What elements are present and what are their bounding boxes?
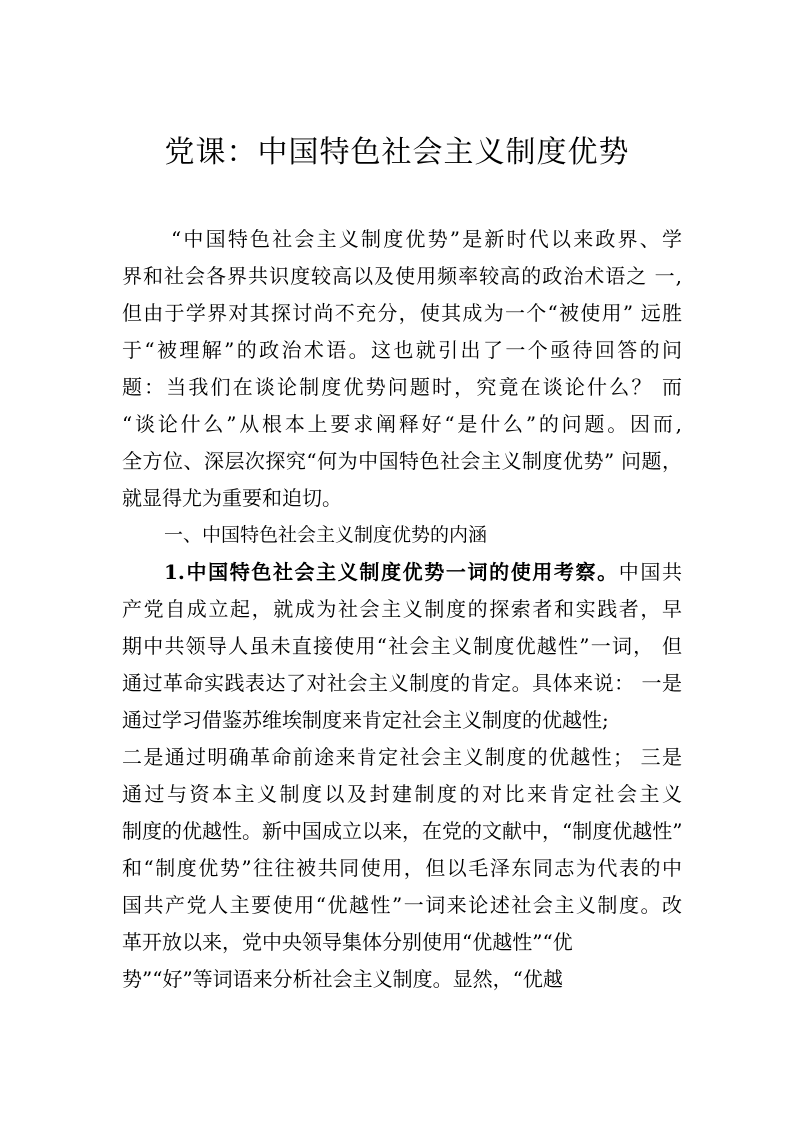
paragraph-line: 势”“好”等词语来分析社会主义制度。显然，“优越: [122, 967, 563, 991]
intro-line: 界和社会各界共识度较高以及使用频率较高的政治术语之 一,: [122, 264, 682, 288]
paragraph-line: 国共产党人主要使用“优越性”一词来论述社会主义制度。改: [122, 893, 682, 917]
document-title: 党课：中国特色社会主义制度优势: [164, 135, 630, 170]
paragraph-line: 通过学习借鉴苏维埃制度来肯定社会主义制度的优越性;: [122, 708, 609, 732]
intro-line: 题：当我们在谈论制度优势问题时，究竟在谈论什么？ 而: [122, 375, 682, 399]
paragraph-lead-rest: 中国共: [618, 560, 682, 584]
intro-line: “谈论什么”从根本上要求阐释好“是什么”的问题。因而,: [122, 412, 682, 436]
paragraph-lead-bold: 1.中国特色社会主义制度优势一词的使用考察。: [164, 560, 619, 584]
section-heading: 一、中国特色社会主义制度优势的内涵: [164, 524, 488, 546]
paragraph-lead-line: [164, 559, 682, 585]
paragraph-line: 通过与资本主义制度以及封建制度的对比来肯定社会主义: [122, 782, 682, 806]
paragraph-line: 产党自成立起，就成为社会主义制度的探索者和实践者，早: [122, 597, 682, 621]
paragraph-line: 制度的优越性。新中国成立以来，在党的文献中，“制度优越性”: [122, 819, 683, 843]
paragraph-line: 通过革命实践表达了对社会主义制度的肯定。具体来说： 一是: [122, 671, 682, 695]
paragraph-line: 期中共领导人虽未直接使用“社会主义制度优越性”一词， 但: [122, 634, 682, 658]
intro-line: 就显得尤为重要和迫切。: [122, 486, 342, 510]
paragraph-line: 革开放以来，党中央领导集体分别使用“优越性”“优: [122, 930, 573, 954]
paragraph-line: 和“制度优势”往往被共同使用，但以毛泽东同志为代表的中: [122, 856, 682, 880]
intro-line: 于“被理解”的政治术语。这也就引出了一个亟待回答的问: [122, 338, 682, 362]
intro-line: “中国特色社会主义制度优势”是新时代以来政界、学: [171, 227, 682, 251]
intro-line: 全方位、深层次探究“何为中国特色社会主义制度优势” 问题，: [122, 449, 682, 473]
intro-line: 但由于学界对其探讨尚不充分，使其成为一个“被使用” 远胜: [122, 301, 682, 325]
paragraph-line: 二是通过明确革命前途来肯定社会主义制度的优越性； 三是: [122, 745, 682, 769]
